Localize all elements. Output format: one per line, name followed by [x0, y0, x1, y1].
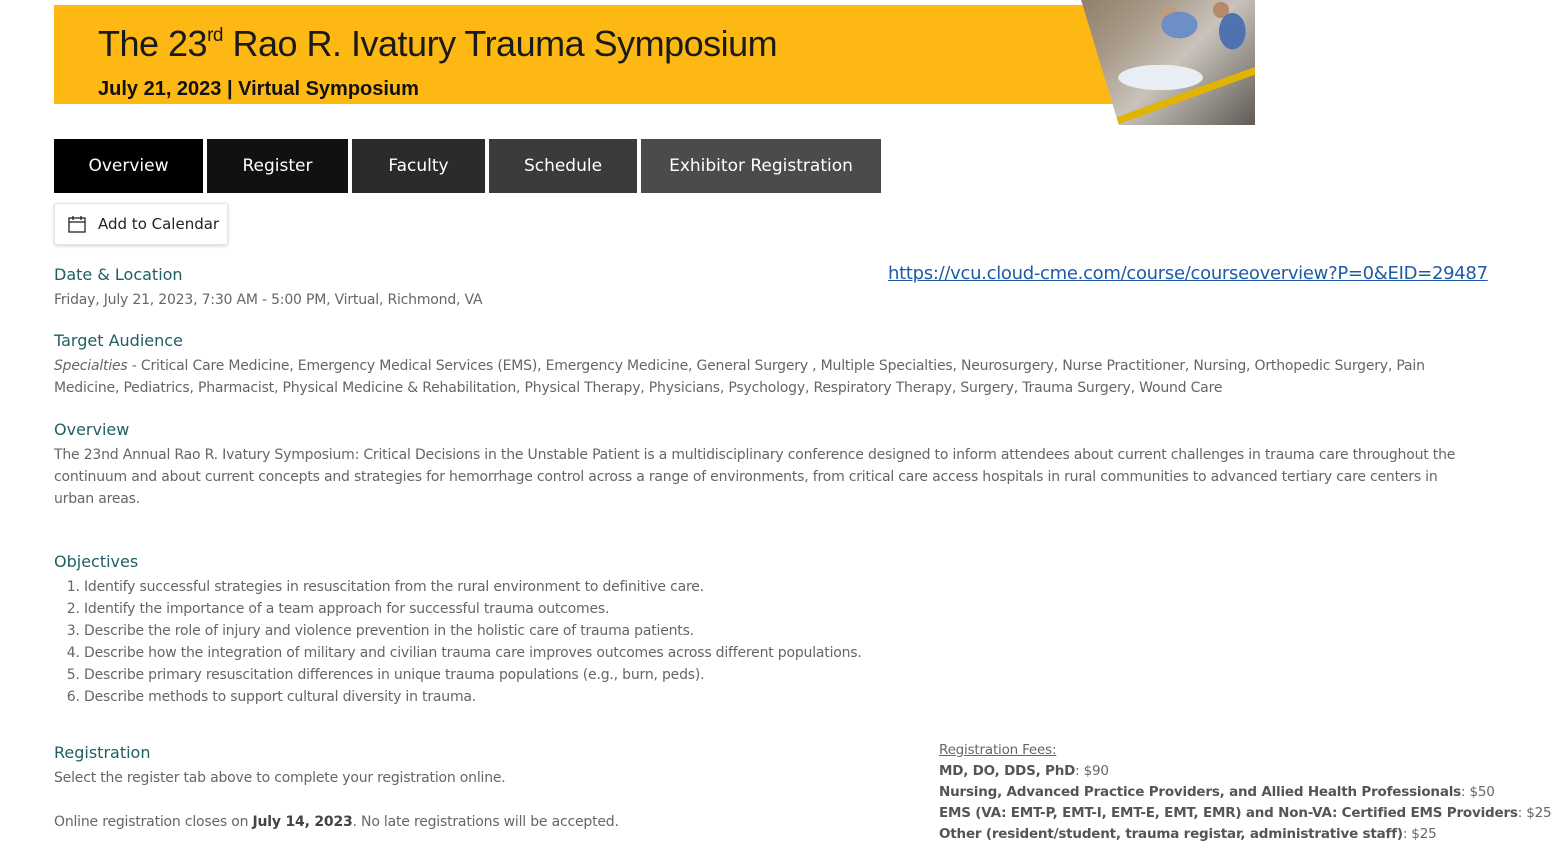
tab-faculty[interactable]: Faculty [352, 139, 485, 193]
objective-item: 6. Describe methods to support cultural diversity in trauma. [84, 686, 954, 708]
registration-fees [939, 740, 1551, 845]
objective-item: 3. Describe the role of injury and violence prevention in the holistic care of trauma patients. [84, 620, 954, 642]
fee-row: Other (resident/student, trauma registar, administrative staff): $25 [939, 826, 1437, 842]
registration-deadline: Online registration closes on July 14, 2023. No late registrations will be accepted. [54, 814, 619, 830]
fees-heading: Registration Fees: [939, 742, 1057, 758]
fee-row: EMS (VA: EMT-P, EMT-I, EMT-E, EMT, EMR) and Non-VA: Certified EMS Providers: $25 [939, 805, 1551, 821]
registration-heading: Registration [54, 743, 151, 762]
objective-item: 5. Describe primary resuscitation differences in unique trauma populations (e.g., burn, peds). [84, 664, 954, 686]
course-tabs [54, 139, 881, 193]
tab-register[interactable]: Register [207, 139, 348, 193]
banner-subtitle: July 21, 2023 | Virtual Symposium [98, 78, 419, 100]
symposium-banner [54, 5, 1255, 125]
overview-heading: Overview [54, 420, 130, 439]
objective-item: 4. Describe how the integration of military and civilian trauma care improves outcomes across different populations. [84, 642, 954, 664]
objectives-heading: Objectives [54, 552, 139, 571]
objectives-list-container [54, 576, 954, 708]
specialties-label: Specialties [54, 358, 128, 374]
objective-item: 1. Identify successful strategies in resuscitation from the rural environment to definitive care. [84, 576, 954, 598]
date-location-heading: Date & Location [54, 265, 183, 284]
fee-row: MD, DO, DDS, PhD: $90 [939, 763, 1109, 779]
tab-schedule[interactable]: Schedule [489, 139, 637, 193]
tab-exhibitor-registration[interactable]: Exhibitor Registration [641, 139, 881, 193]
objectives-list [54, 576, 954, 708]
objective-item: 2. Identify the importance of a team approach for successful trauma outcomes. [84, 598, 954, 620]
fee-row: Nursing, Advanced Practice Providers, and Allied Health Professionals: $50 [939, 784, 1495, 800]
target-audience-heading: Target Audience [54, 331, 183, 350]
course-overview-link[interactable]: https://vcu.cloud-cme.com/course/courseoverview?P=0&EID=29487 [888, 263, 1488, 284]
banner-title: The 23rd Rao R. Ivatury Trauma Symposium [98, 23, 778, 64]
overview-text: The 23nd Annual Rao R. Ivatury Symposium: Critical Decisions in the Unstable Patient is a multidisciplinary conference designed to inform attendees about current challenges in trauma care throughout the continuum and about current concepts and strategies for hemorrhage control across a range of environments, from critical care access hospitals in rural communities to advanced tertiary care centers in urban areas. [54, 447, 1456, 507]
registration-instructions: Select the register tab above to complete your registration online. [54, 770, 506, 786]
add-to-calendar-label: Add to Calendar [98, 215, 220, 233]
date-location-text: Friday, July 21, 2023, 7:30 AM - 5:00 PM, Virtual, Richmond, VA [54, 292, 483, 308]
target-audience-text: Specialties - Critical Care Medicine, Emergency Medical Services (EMS), Emergency Medicine, General Surgery , Multiple Specialties, Neurosurgery, Nurse Practitioner, Nursing, Orthopedic Surgery, Pain Medicine, Pediatrics, Pharmacist, Physical Medicine & Rehabilitation, Physical Therapy, Physicians, Psychology, Respiratory Therapy, Surgery, Trauma Surgery, Wound Care [54, 358, 1425, 396]
add-to-calendar-button[interactable] [54, 203, 228, 245]
tab-overview[interactable]: Overview [54, 139, 203, 193]
registration-close-date: July 14, 2023 [252, 814, 353, 830]
calendar-icon [68, 215, 86, 233]
